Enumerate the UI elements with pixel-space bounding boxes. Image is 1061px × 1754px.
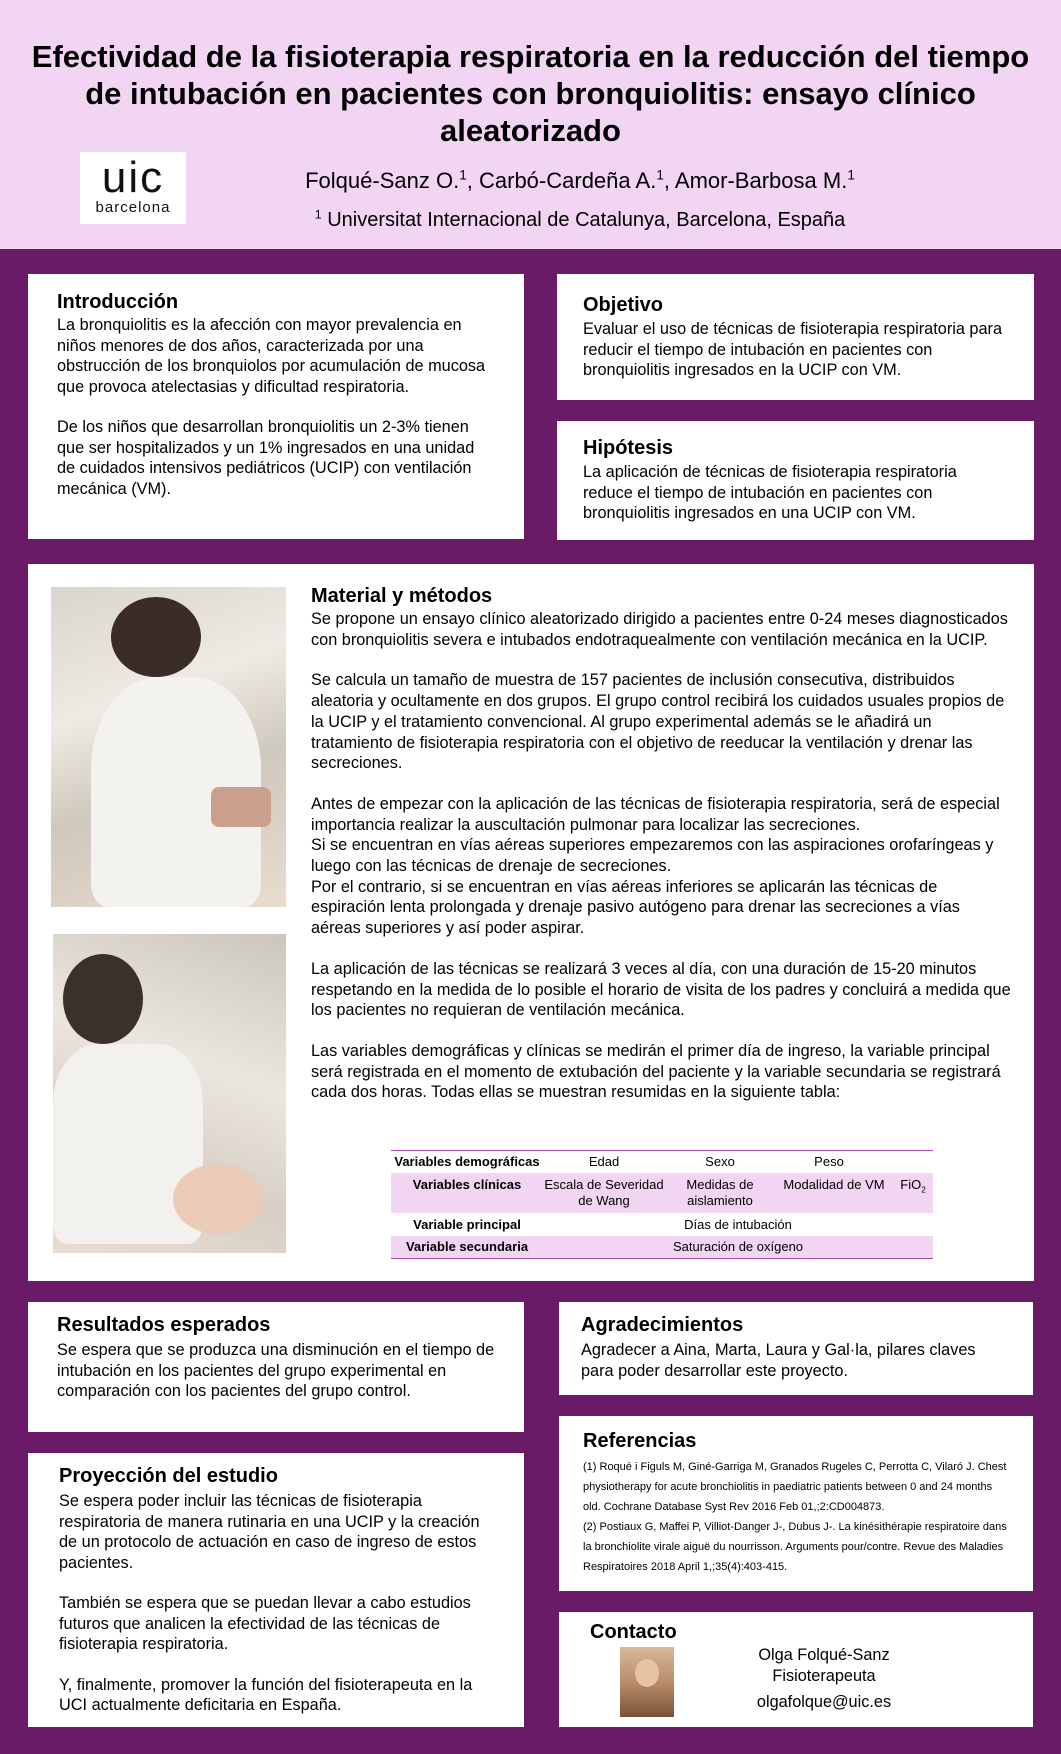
expected-results-text: Se espera que se produzca una disminución en el tiempo de intubación en los pacientes del grupo experimental en comparación con los pacientes del grupo control.	[57, 1341, 495, 1400]
fio2-subscript: 2	[921, 1185, 926, 1195]
projection-paragraph: También se espera que se puedan llevar a cabo estudios futuros que analicen la efectividad de las técnicas de fisioterapia respiratoria.	[59, 1594, 471, 1653]
author-name: Carbó-Cardeña A.	[479, 168, 657, 193]
table-row	[391, 1236, 933, 1259]
methods-heading: Material y métodos	[311, 585, 493, 607]
table-row-label: Variables demográficas	[394, 1154, 540, 1169]
hypothesis-section	[557, 421, 1034, 540]
physiotherapy-photo	[53, 934, 286, 1253]
contact-name: Olga Folqué-Sanz	[758, 1646, 890, 1664]
methods-paragraph: Las variables demográficas y clínicas se medirán el primer día de ingreso, la variable principal será registrada en el momento de extubación del paciente y la variable secundaria se registrará cada dos horas. Todas ellas se muestran resumidas en la siguiente tabla:	[311, 1041, 1001, 1102]
acknowledgements-text: Agradecer a Aina, Marta, Laura y Gal·la, pilares claves para poder desarrollar este proyecto.	[581, 1341, 976, 1380]
logo-subtitle: barcelona	[95, 199, 171, 216]
table-cell: Sexo	[705, 1154, 735, 1169]
table-row	[391, 1213, 933, 1236]
contact-email[interactable]: olgafolque@uic.es	[756, 1693, 892, 1711]
affiliation-superscript: 1	[459, 167, 467, 183]
fio2-label: FiO	[900, 1177, 922, 1192]
reference-item: (2) Postiaux G, Maffei P, Villiot-Danger J-, Dubus J-. La kinésithérapie respiratoire dans la bronchiolite virale aiguë du nourrisson. Arguments pour/contre. Revue des Maladies Respiratoires 2018 April 1,;35(4):403-415.	[583, 1521, 1007, 1573]
poster-title: Efectividad de la fisioterapia respiratoria en la reducción del tiempo de intubación en pacientes con bronquiolitis: ensayo clínico aleatorizado	[31, 39, 1030, 148]
references-section	[559, 1416, 1033, 1591]
table-row-label: Variable principal	[413, 1217, 521, 1232]
affiliation-superscript: 1	[847, 167, 855, 183]
intro-paragraph: De los niños que desarrollan bronquiolitis un 2-3% tienen que ser hospitalizados y un 1% ingresados en una unidad de cuidados intensivos pediátricos (UCIP) con ventilación mecánica (VM).	[57, 418, 475, 498]
intro-section	[28, 274, 524, 539]
expected-results-heading: Resultados esperados	[57, 1314, 271, 1336]
physiotherapy-photo	[51, 587, 286, 907]
projection-paragraph: Se espera poder incluir las técnicas de fisioterapia respiratoria de manera rutinaria en una UCIP y la creación de un protocolo de actuación en caso de ingreso de estos pacientes.	[59, 1492, 480, 1572]
affiliation	[200, 208, 960, 232]
logo-mark: uic	[101, 153, 165, 202]
hypothesis-heading: Hipótesis	[583, 437, 674, 459]
contact-details	[699, 1645, 949, 1713]
table-cell	[893, 1177, 933, 1193]
table-cell: Días de intubación	[684, 1217, 792, 1232]
acknowledgements-section	[559, 1302, 1033, 1395]
contact-avatar	[620, 1647, 674, 1717]
projection-section	[28, 1453, 524, 1727]
table-row-label: Variable secundaria	[405, 1239, 529, 1254]
table-cell: Escala de Severidad de Wang	[544, 1177, 664, 1208]
table-cell: Saturación de oxígeno	[672, 1239, 804, 1254]
author-name: Amor-Barbosa M.	[674, 168, 848, 193]
methods-text	[311, 584, 1011, 1103]
contact-heading: Contacto	[590, 1621, 677, 1643]
author-list: Folqué-Sanz O.$^1$, Carbó-Cardeña A.$^1$, Amor-Barbosa M.$^1$	[305, 167, 855, 193]
methods-sentence: Por el contrario, si se encuentran en vías aéreas inferiores se aplicarán las técnicas de espiración lenta prolongada y drenaje pasivo autógeno para drenar las secreciones a vías aéreas superiores y así poder aspirar.	[311, 877, 960, 938]
methods-sentence: Si se encuentran en vías aéreas superiores empezaremos con las aspiraciones orofaríngeas y luego con las técnicas de drenaje de secreciones.	[311, 836, 994, 876]
intro-paragraph: La bronquiolitis es la afección con mayor prevalencia en niños menores de dos años, caracterizada por una obstrucción de los bronquiolos por acumulación de mucosa que provoca atelectasias y dificultad respiratoria.	[57, 316, 486, 396]
objective-text: Evaluar el uso de técnicas de fisioterapia respiratoria para reducir el tiempo de intubación en pacientes con bronquiolitis ingresados en la UCIP con VM.	[583, 320, 1003, 379]
acknowledgements-heading: Agradecimientos	[581, 1314, 744, 1336]
projection-paragraph: Y, finalmente, promover la función del fisioterapeuta en la UCI actualmente deficitaria en España.	[59, 1675, 473, 1714]
expected-results-section	[28, 1302, 524, 1432]
contact-role: Fisioterapeuta	[772, 1667, 876, 1685]
methods-sentence: Antes de empezar con la aplicación de las técnicas de fisioterapia respiratoria, será de especial importancia realizar la auscultación pulmonar para localizar las secreciones.	[311, 794, 1000, 834]
methods-paragraph: Se propone un ensayo clínico aleatorizado dirigido a pacientes entre 0-24 meses diagnosticados con bronquiolitis severa e intubados endotraquealmente con ventilación mecánica en la UCIP.	[311, 610, 1008, 649]
table-row-label: Variables clínicas	[412, 1177, 522, 1192]
affiliation-mark: 1	[314, 207, 322, 222]
author-name: Folqué-Sanz O.	[305, 168, 460, 193]
methods-paragraph: La aplicación de las técnicas se realizará 3 veces al día, con una duración de 15-20 minutos respetando en la medida de lo posible el horario de visita de los padres y concluirá a medida que los pacientes no requieran de ventilación mecánica.	[311, 959, 1011, 1020]
table-cell: Medidas de aislamiento	[686, 1177, 754, 1208]
reference-item: (1) Roqué i Figuls M, Giné-Garriga M, Granados Rugeles C, Perrotta C, Vilaró J. Chest physiotherapy for acute bronchiolitis in paediatric patients between 0 and 24 months old. Cochrane Database Syst Rev 2016 Feb 01,;2:CD004873.	[583, 1461, 1007, 1513]
table-cell: Peso	[814, 1154, 844, 1169]
methods-paragraph	[311, 794, 1011, 939]
methods-paragraph: Se calcula un tamaño de muestra de 157 pacientes de inclusión consecutiva, distribuidos aleatoria y ocultamente en dos grupos. El grupo control recibirá los cuidados usuales propios de la UCIP y el tratamiento convencional. Al grupo experimental además se le añadirá un tratamiento de fisioterapia respiratoria con el objetivo de reeducar la ventilación y drenar las secreciones.	[311, 671, 1005, 773]
affiliation-text: Universitat Internacional de Catalunya, Barcelona, España	[327, 209, 846, 231]
objective-section	[557, 274, 1034, 400]
references-heading: Referencias	[583, 1430, 697, 1452]
objective-heading: Objetivo	[583, 294, 664, 316]
hypothesis-text: La aplicación de técnicas de fisioterapia respiratoria reduce el tiempo de intubación en pacientes con bronquiolitis ingresados en una UCIP con VM.	[583, 463, 957, 522]
intro-heading: Introducción	[57, 291, 179, 313]
variables-table	[391, 1150, 933, 1259]
uic-logo	[80, 152, 186, 224]
table-row	[391, 1173, 933, 1213]
table-cell: Modalidad de VM	[783, 1177, 885, 1192]
table-cell: Edad	[588, 1154, 620, 1169]
table-row	[391, 1150, 933, 1173]
projection-heading: Proyección del estudio	[59, 1465, 278, 1487]
poster-header	[0, 0, 1061, 249]
affiliation-superscript: 1	[656, 167, 664, 183]
